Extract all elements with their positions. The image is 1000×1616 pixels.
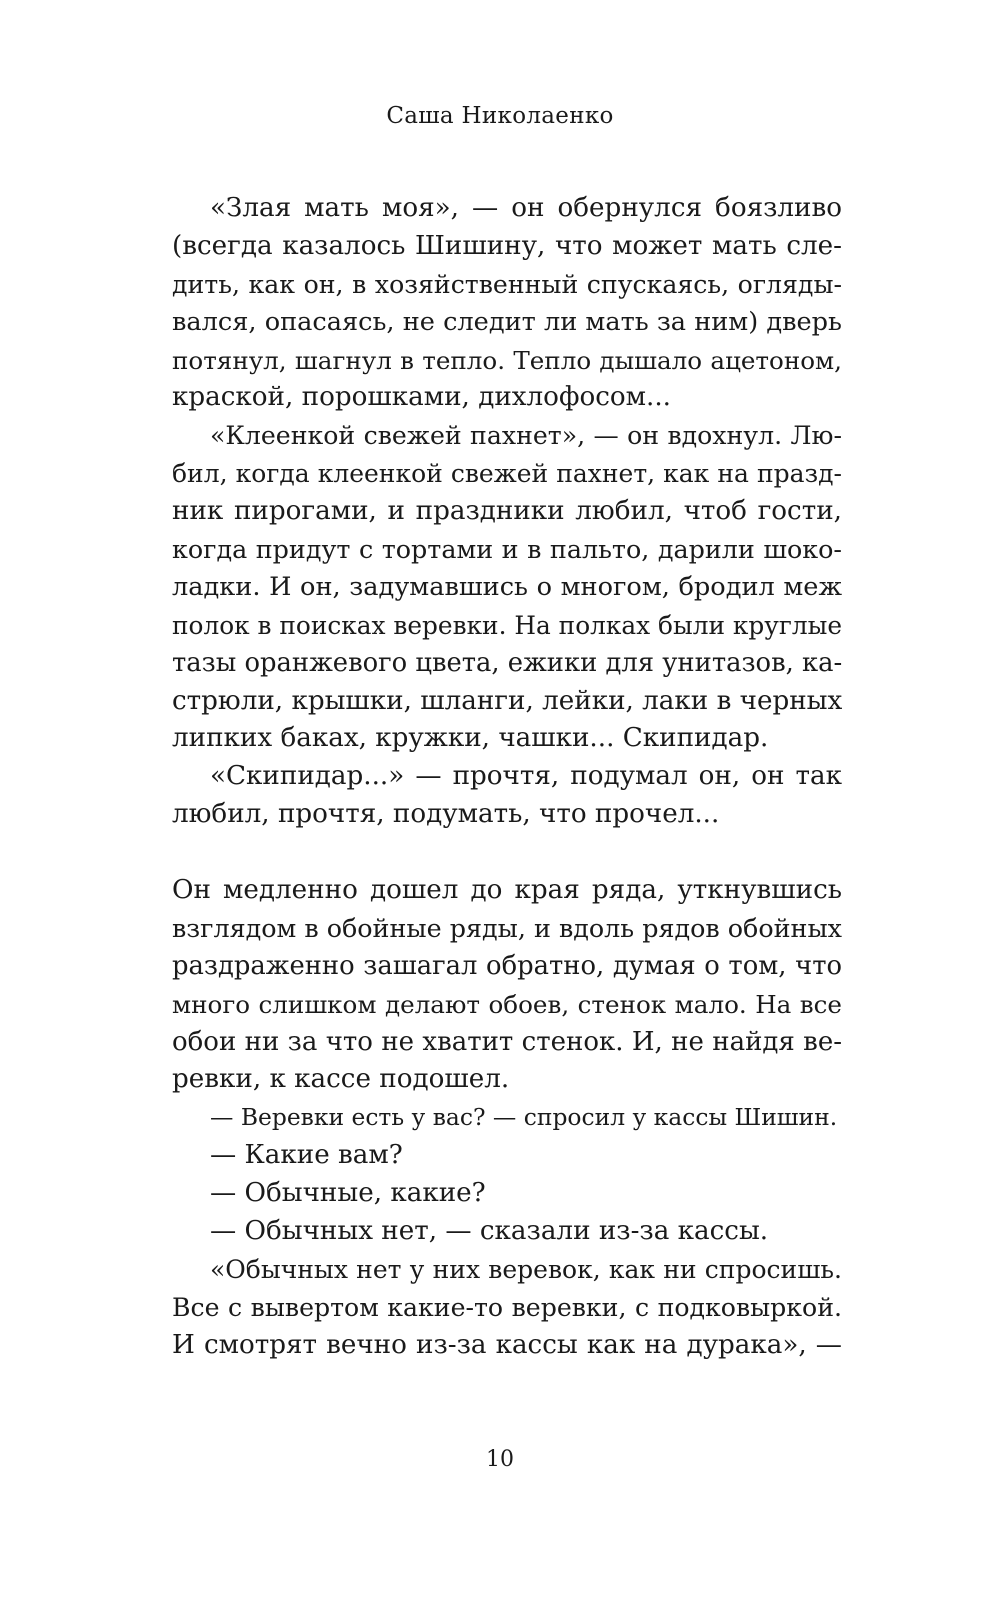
body-text bbox=[172, 190, 842, 1365]
text-line: И смотрят вечно из-за кассы как на дурака», — bbox=[172, 1329, 842, 1360]
text-line: взглядом в обойные ряды, и вдоль рядов обойных bbox=[172, 912, 842, 943]
text-line: — Какие вам? bbox=[210, 1140, 403, 1171]
text-line: любил, прочтя, подумать, что прочел... bbox=[172, 799, 720, 830]
text-line: тазы оранжевого цвета, ежики для унитазов, ка- bbox=[172, 647, 843, 678]
text-line: Все с вывертом какие-то веревки, с подковыркой. bbox=[172, 1292, 842, 1322]
text-line: много слишком делают обоев, стенок мало. На все bbox=[172, 989, 842, 1019]
text-line: липких баках, кружки, чашки... Скипидар. bbox=[172, 723, 769, 754]
text-line: дить, как он, в хозяйственный спускаясь, огляды- bbox=[172, 269, 842, 299]
page-number: 10 bbox=[486, 1447, 514, 1472]
text-line: потянул, шагнул в тепло. Тепло дышало ацетоном, bbox=[172, 345, 842, 375]
text-line: когда придут с тортами и в пальто, дарили шоко- bbox=[172, 534, 842, 565]
text-line: бил, когда клеенкой свежей пахнет, как на празд- bbox=[172, 459, 842, 489]
text-line: полок в поисках веревки. На полках были круглые bbox=[172, 610, 842, 640]
running-head-author: Саша Николаенко bbox=[386, 103, 614, 129]
text-line: Он медленно дошел до края ряда, уткнувшись bbox=[172, 875, 842, 906]
text-line: «Клеенкой свежей пахнет», — он вдохнул. Лю- bbox=[210, 421, 842, 451]
text-line: «Злая мать моя», — он обернулся боязливо bbox=[210, 193, 842, 223]
text-line: стрюли, крышки, шланги, лейки, лаки в черных bbox=[172, 685, 843, 716]
text-line: ладки. И он, задумавшись о многом, бродил меж bbox=[172, 571, 842, 602]
text-line: «Скипидар...» — прочтя, подумал он, он так bbox=[210, 761, 842, 792]
text-line: вался, опасаясь, не следит ли мать за ним) дверь bbox=[172, 306, 842, 337]
text-line: обои ни за что не хватит стенок. И, не найдя ве- bbox=[172, 1026, 842, 1057]
text-line: раздраженно зашагал обратно, думая о том, что bbox=[172, 950, 842, 981]
text-line: — Веревки есть у вас? — спросил у кассы Шишин. bbox=[210, 1103, 838, 1132]
text-line: «Обычных нет у них веревок, как ни спросишь. bbox=[210, 1254, 842, 1284]
text-line: — Обычных нет, — сказали из-за кассы. bbox=[210, 1216, 769, 1247]
text-line: — Обычные, какие? bbox=[210, 1178, 486, 1209]
text-line: краской, порошками, дихлофосом... bbox=[172, 382, 671, 413]
text-line: ревки, к кассе подошел. bbox=[172, 1064, 510, 1095]
paragraph-break bbox=[172, 834, 842, 872]
text-line: (всегда казалось Шишину, что может мать сле- bbox=[172, 230, 842, 261]
text-line: ник пирогами, и праздники любил, чтоб гости, bbox=[172, 496, 842, 527]
